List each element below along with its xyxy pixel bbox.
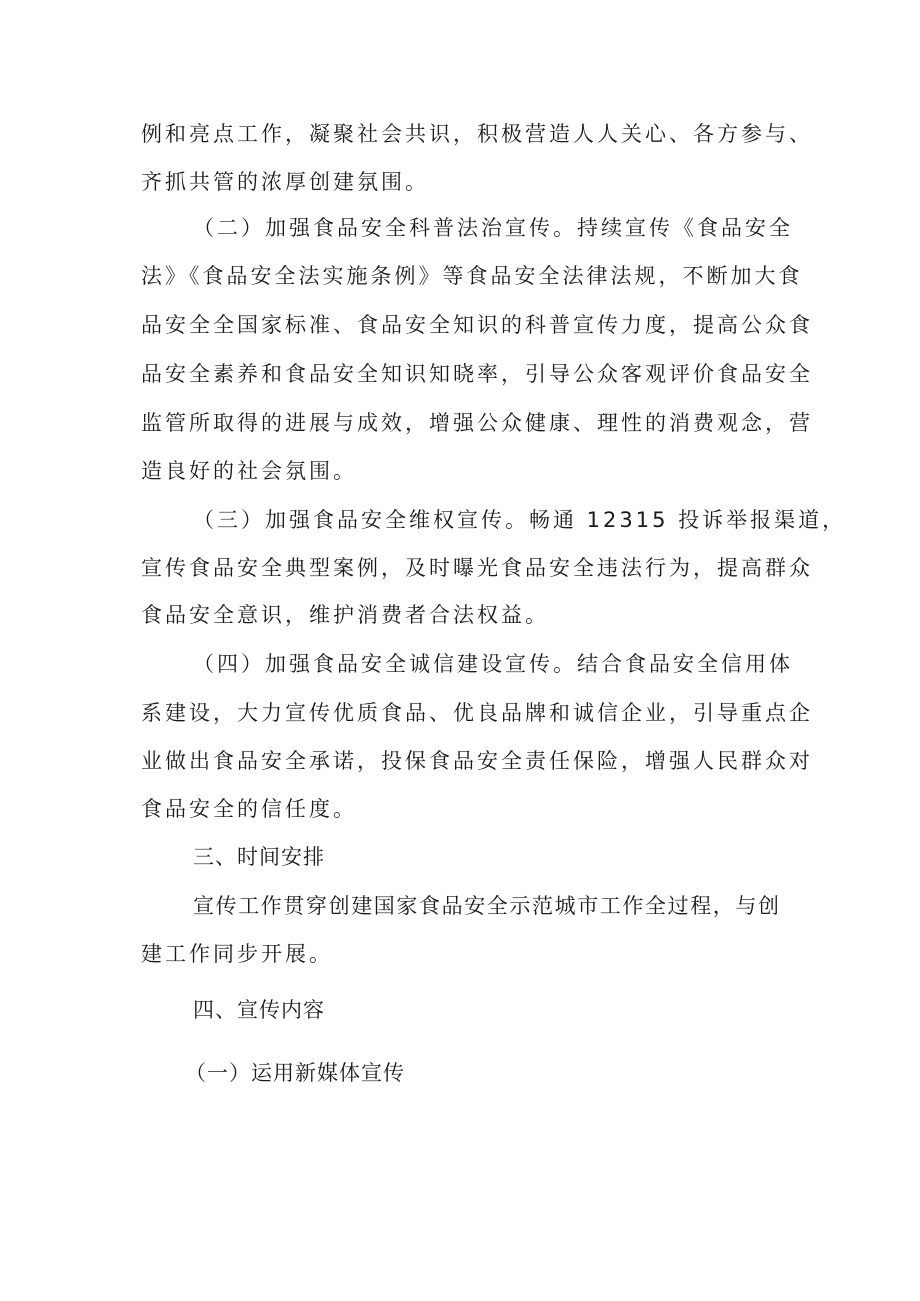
paragraph-line: 宣传食品安全典型案例，及时曝光食品安全违法行为，提高群众 xyxy=(141,556,813,580)
paragraph-line: （三）加强食品安全维权宣传。畅通 12315 投诉举报渠道， xyxy=(193,508,847,532)
section-heading-content: 四、宣传内容 xyxy=(193,998,325,1022)
paragraph-line: 业做出食品安全承诺，投保食品安全责任保险，增强人民群众对 xyxy=(141,749,813,773)
paragraph-line: 品安全素养和食品安全知识知晓率，引导公众客观评价食品安全 xyxy=(141,362,813,386)
paragraph-line: 监管所取得的进展与成效，增强公众健康、理性的消费观念，营 xyxy=(141,411,813,435)
paragraph-line: （二）加强食品安全科普法治宣传。持续宣传《食品安全 xyxy=(193,216,793,240)
paragraph-line: 系建设，大力宣传优质食品、优良品牌和诚信企业，引导重点企 xyxy=(141,701,813,725)
paragraph-line: 例和亮点工作，凝聚社会共识，积极营造人人关心、各方参与、 xyxy=(141,122,813,146)
paragraph-line: 建工作同步开展。 xyxy=(141,942,333,966)
paragraph-line: 食品安全意识，维护消费者合法权益。 xyxy=(141,603,549,627)
paragraph-line: （四）加强食品安全诚信建设宣传。结合食品安全信用体 xyxy=(193,652,793,676)
paragraph-line: 宣传工作贯穿创建国家食品安全示范城市工作全过程，与创 xyxy=(193,894,781,918)
section-heading-schedule: 三、时间安排 xyxy=(193,845,325,869)
paragraph-line: 法》《食品安全法实施条例》等食品安全法律法规，不断加大食 xyxy=(141,264,803,288)
paragraph-line: 食品安全的信任度。 xyxy=(141,797,357,821)
paragraph-line: 造良好的社会氛围。 xyxy=(141,459,357,483)
paragraph-line: 齐抓共管的浓厚创建氛围。 xyxy=(141,170,429,194)
subsection-heading-new-media: （一）运用新媒体宣传 xyxy=(185,1061,405,1085)
paragraph-line: 品安全全国家标准、食品安全知识的科普宣传力度，提高公众食 xyxy=(141,313,813,337)
